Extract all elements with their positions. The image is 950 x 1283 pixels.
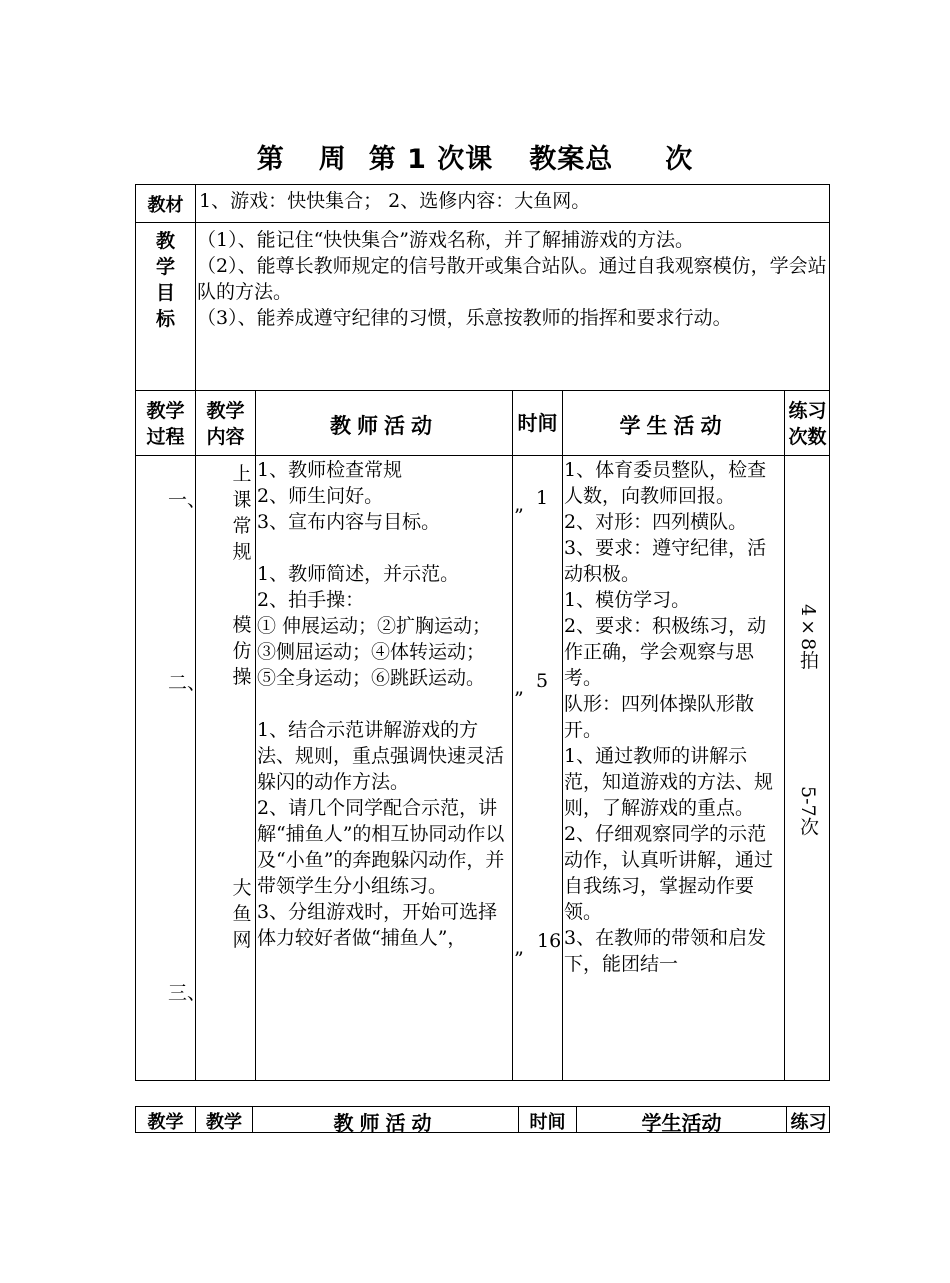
header-count-line1: 练习 bbox=[788, 400, 827, 422]
goals-label-char-4: 标 bbox=[155, 308, 175, 330]
teacher-line: 1、结合示范讲解游戏的方法、规则，重点强调快速灵活躲闪的动作方法。 bbox=[257, 719, 505, 793]
header-student-activity: 学生活动 bbox=[619, 414, 728, 438]
footer-header-count: 练习 bbox=[790, 1112, 827, 1133]
teacher-line: 2、拍手操： bbox=[257, 589, 365, 611]
footer-header-teacher: 教师活动 bbox=[333, 1111, 438, 1135]
teacher-line: 3、宣布内容与目标。 bbox=[257, 511, 441, 533]
student-line: 1、通过教师的讲解示范，知道游戏的方法、规则，了解游戏的重点。 bbox=[564, 745, 774, 819]
time-value-1: 1 bbox=[536, 487, 549, 509]
page-title bbox=[0, 137, 950, 176]
header-count-line2: 次数 bbox=[788, 426, 827, 448]
student-activity bbox=[564, 457, 784, 977]
student-line: 队形：四列体操队形散开。 bbox=[564, 693, 755, 741]
material-label: 教材 bbox=[147, 195, 184, 216]
practice-count-2: 5-7次 bbox=[797, 786, 819, 836]
time-value-2: 5 bbox=[536, 670, 549, 692]
header-process bbox=[136, 398, 195, 450]
process-section-3: 三、 bbox=[168, 982, 207, 1004]
student-line: 1、体育委员整队，检查人数，向教师回报。 bbox=[564, 459, 767, 507]
title-week-label: 第 bbox=[256, 144, 285, 175]
footer-header-process: 教学 bbox=[147, 1112, 184, 1133]
teacher-line: ③侧屈运动；④体转运动； bbox=[257, 641, 486, 663]
content-routine: 上课常规 bbox=[232, 463, 252, 563]
time-unit-2: ” bbox=[514, 688, 524, 710]
title-week-suffix: 周 bbox=[318, 144, 347, 175]
process-section-1: 一、 bbox=[168, 489, 207, 511]
content-imitation-exercise: 模仿操 bbox=[232, 614, 252, 688]
header-process-line1: 教学 bbox=[146, 400, 185, 422]
teacher-line: 2、请几个同学配合示范，讲解“捕鱼人”的相互协同动作以及“小鱼”的奔跑躲闪动作，并带领学生分小组练习。 bbox=[257, 797, 505, 897]
header-teacher-activity: 教师活动 bbox=[330, 414, 438, 438]
header-time: 时间 bbox=[517, 411, 558, 435]
goals-label-char-1: 教 bbox=[155, 230, 175, 252]
header-practice-count bbox=[785, 398, 830, 450]
teacher-line-spacer bbox=[257, 691, 511, 717]
title-lesson-number: 第 1 次课 bbox=[368, 144, 494, 175]
goals-label-char-3: 目 bbox=[155, 282, 175, 304]
teacher-line: ⑤全身运动；⑥跳跃运动。 bbox=[257, 667, 486, 689]
title-count-suffix: 次 bbox=[665, 144, 694, 175]
teacher-line: 1、教师简述，并示范。 bbox=[257, 563, 460, 585]
student-line: 1、模仿学习。 bbox=[564, 589, 691, 611]
header-content-line2: 内容 bbox=[206, 426, 245, 448]
footer-header-content: 教学 bbox=[206, 1112, 242, 1133]
material-text: 1、游戏：快快集合； 2、选修内容：大鱼网。 bbox=[199, 190, 591, 212]
time-unit-3: ” bbox=[514, 948, 524, 970]
goals-label-char-2: 学 bbox=[155, 256, 175, 278]
teacher-line: 2、师生问好。 bbox=[257, 485, 384, 507]
goal-item: （1）、能记住“快快集合”游戏名称，并了解捕游戏的方法。 bbox=[197, 229, 695, 251]
teacher-line: 1、教师检查常规 bbox=[257, 459, 403, 481]
student-line: 2、对形：四列横队。 bbox=[564, 511, 748, 533]
teacher-activity bbox=[257, 457, 511, 951]
goals-label bbox=[136, 228, 195, 332]
header-content-line1: 教学 bbox=[206, 400, 245, 422]
time-unit-1: ” bbox=[514, 505, 524, 527]
teacher-line-spacer bbox=[257, 535, 511, 561]
footer-header-student: 学生活动 bbox=[641, 1111, 722, 1135]
teacher-line: 3、分组游戏时，开始可选择体力较好者做“捕鱼人”， bbox=[257, 901, 498, 949]
header-content bbox=[196, 398, 255, 450]
teacher-line: ① 伸展运动；②扩胸运动； bbox=[257, 615, 492, 637]
goal-item: （3）、能养成遵守纪律的习惯，乐意按教师的指挥和要求行动。 bbox=[197, 307, 732, 329]
title-plan-total: 教案总 bbox=[529, 144, 614, 175]
time-value-3: 16 bbox=[537, 930, 562, 952]
practice-count-1: 4×8拍 bbox=[797, 604, 819, 670]
header-process-line2: 过程 bbox=[146, 426, 185, 448]
goal-item: （2）、能尊长教师规定的信号散开或集合站队。通过自我观察模仿，学会站队的方法。 bbox=[197, 255, 827, 303]
student-line: 3、要求：遵守纪律，活动积极。 bbox=[564, 537, 767, 585]
footer-header-time: 时间 bbox=[529, 1112, 566, 1133]
student-line: 3、在教师的带领和启发下，能团结一 bbox=[564, 927, 767, 975]
process-section-2: 二、 bbox=[168, 672, 207, 694]
student-line: 2、要求：积极练习，动作正确，学会观察与思考。 bbox=[564, 615, 767, 689]
content-big-fish-net: 大鱼网 bbox=[232, 877, 252, 951]
student-line: 2、仔细观察同学的示范动作，认真听讲解，通过自我练习，掌握动作要领。 bbox=[564, 823, 774, 923]
goals-list bbox=[197, 227, 830, 331]
